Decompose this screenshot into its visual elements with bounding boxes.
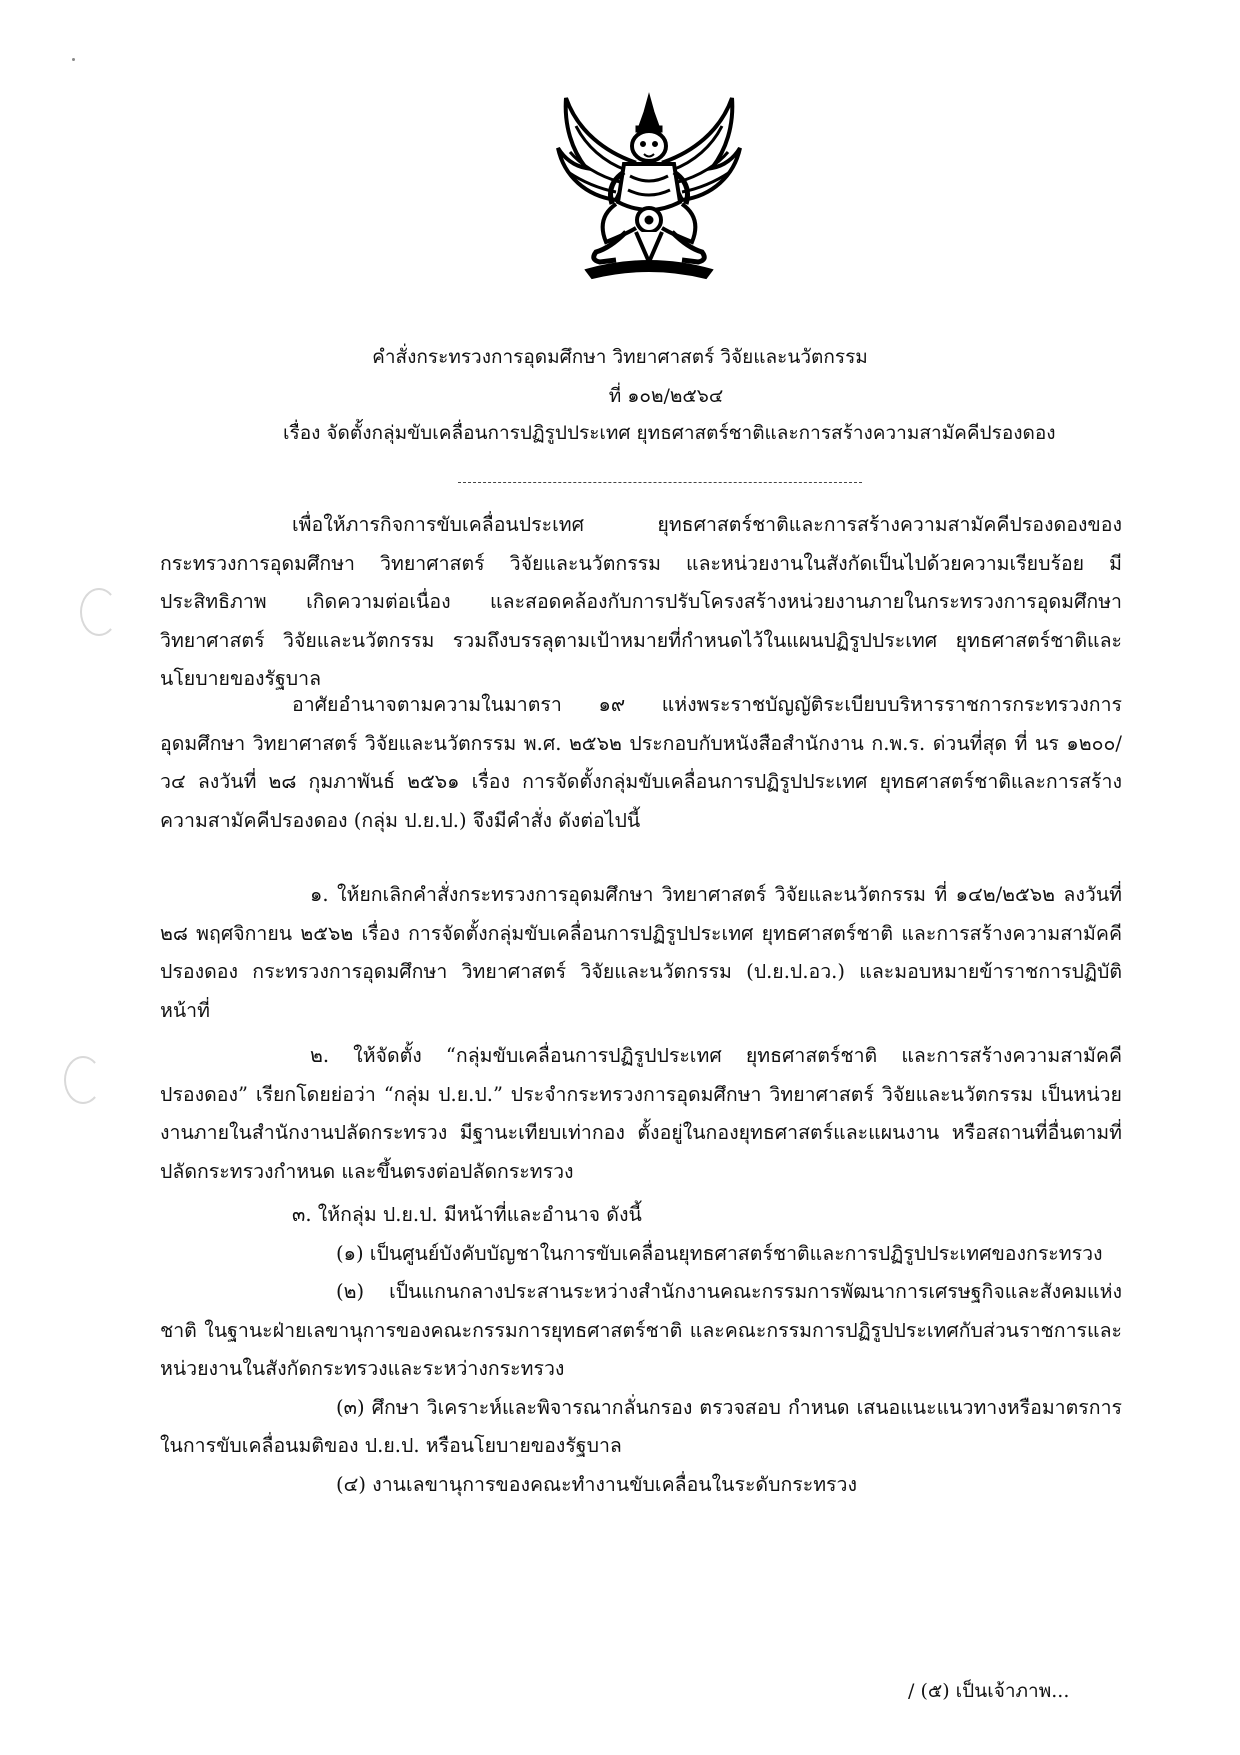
separator-rule: [458, 482, 862, 483]
punch-hole-mark: [80, 588, 118, 636]
clause-2: [160, 1037, 1122, 1191]
punch-hole-mark: [64, 1056, 102, 1104]
clause-1: [160, 876, 1122, 1030]
duty-item: (๑) เป็นศูนย์บังคับบัญชาในการขับเคลื่อนยุทธศาสตร์ชาติและการปฏิรูปประเทศของกระทรวง: [336, 1241, 1103, 1265]
clause-2-text: ๒. ให้จัดตั้ง “กลุ่มขับเคลื่อนการปฏิรูปประเทศ ยุทธศาสตร์ชาติ และการสร้างความสามัคคีปรองดอง” เรียกโดยย่อว่า “กลุ่ม ป.ย.ป.” ประจำกระทรวงการอุดมศึกษา วิทยาศาสตร์ วิจัยและนวัตกรรม เป็นหน่วยงานภายในสำนักงานปลัดกระทรวง มีฐานะเทียบเท่ากอง ตั้งอยู่ในกองยุทธศาสตร์และแผนงาน หรือสถานที่อื่นตามที่ปลัดกระทรวงกำหนด และขึ้นตรงต่อปลัดกระทรวง: [160, 1044, 1122, 1183]
clause-3-text: ๓. ให้กลุ่ม ป.ย.ป. มีหน้าที่และอำนาจ ดังนี้: [292, 1203, 642, 1226]
duty-item: (๒) เป็นแกนกลางประสานระหว่างสำนักงานคณะกรรมการพัฒนาการเศรษฐกิจและสังคมแห่งชาติ ในฐานะฝ่ายเลขานุการของคณะกรรมการยุทธศาสตร์ชาติ และคณะกรรมการปฏิรูปประเทศกับส่วนราชการและหน่วยงานในสังกัดกระทรวงและระหว่างกระทรวง: [160, 1280, 1122, 1380]
order-title: คำสั่งกระทรวงการอุดมศึกษา วิทยาศาสตร์ วิจัยและนวัตกรรม: [372, 346, 868, 368]
duty-item: (๓) ศึกษา วิเคราะห์และพิจารณากลั่นกรอง ตรวจสอบ กำหนด เสนอแนะแนวทางหรือมาตรการในการขับเคลื่อนมติของ ป.ย.ป. หรือนโยบายของรัฐบาล: [160, 1395, 1122, 1457]
purpose-paragraph: [160, 506, 1122, 699]
garuda-emblem: [556, 92, 742, 284]
duty-item: (๔) งานเลขานุการของคณะทำงานขับเคลื่อนในระดับกระทรวง: [336, 1472, 858, 1496]
continuation-note: / (๕) เป็นเจ้าภาพ...: [908, 1680, 1070, 1702]
order-subject: เรื่อง จัดตั้งกลุ่มขับเคลื่อนการปฏิรูปประเทศ ยุทธศาสตร์ชาติและการสร้างความสามัคคีปรองดอง: [283, 422, 1056, 444]
authority-text: อาศัยอำนาจตามความในมาตรา ๑๙ แห่งพระราชบัญญัติระเบียบบริหารราชการกระทรวงการอุดมศึกษา วิทยาศาสตร์ วิจัยและนวัตกรรม พ.ศ. ๒๕๖๒ ประกอบกับหนังสือสำนักงาน ก.พ.ร. ด่วนที่สุด ที่ นร ๑๒๐๐/ว๔ ลงวันที่ ๒๘ กุมภาพันธ์ ๒๕๖๑ เรื่อง การจัดตั้งกลุ่มขับเคลื่อนการปฏิรูปประเทศ ยุทธศาสตร์ชาติและการสร้างความสามัคคีปรองดอง (กลุ่ม ป.ย.ป.) จึงมีคำสั่ง ดังต่อไปนี้: [160, 693, 1122, 832]
scan-speck: [72, 58, 75, 61]
clause-3: [160, 1196, 1122, 1504]
order-number: ที่ ๑๐๒/๒๕๖๔: [608, 385, 724, 407]
purpose-text: เพื่อให้ภารกิจการขับเคลื่อนประเทศ ยุทธศาสตร์ชาติและการสร้างความสามัคคีปรองดองของกระทรวงการอุดมศึกษา วิทยาศาสตร์ วิจัยและนวัตกรรม และหน่วยงานในสังกัดเป็นไปด้วยความเรียบร้อย มีประสิทธิภาพ เกิดความต่อเนื่อง และสอดคล้องกับการปรับโครงสร้างหน่วยงานภายในกระทรวงการอุดมศึกษา วิทยาศาสตร์ วิจัยและนวัตกรรม รวมถึงบรรลุตามเป้าหมายที่กำหนดไว้ในแผนปฏิรูปประเทศ ยุทธศาสตร์ชาติและนโยบายของรัฐบาล: [160, 513, 1122, 690]
authority-paragraph: [160, 686, 1122, 840]
clause-1-text: ๑. ให้ยกเลิกคำสั่งกระทรวงการอุดมศึกษา วิทยาศาสตร์ วิจัยและนวัตกรรม ที่ ๑๔๒/๒๕๖๒ ลงวันที่ ๒๘ พฤศจิกายน ๒๕๖๒ เรื่อง การจัดตั้งกลุ่มขับเคลื่อนการปฏิรูปประเทศ ยุทธศาสตร์ชาติ และการสร้างความสามัคคีปรองดอง กระทรวงการอุดมศึกษา วิทยาศาสตร์ วิจัยและนวัตกรรม (ป.ย.ป.อว.) และมอบหมายข้าราชการปฏิบัติหน้าที่: [160, 883, 1122, 1022]
